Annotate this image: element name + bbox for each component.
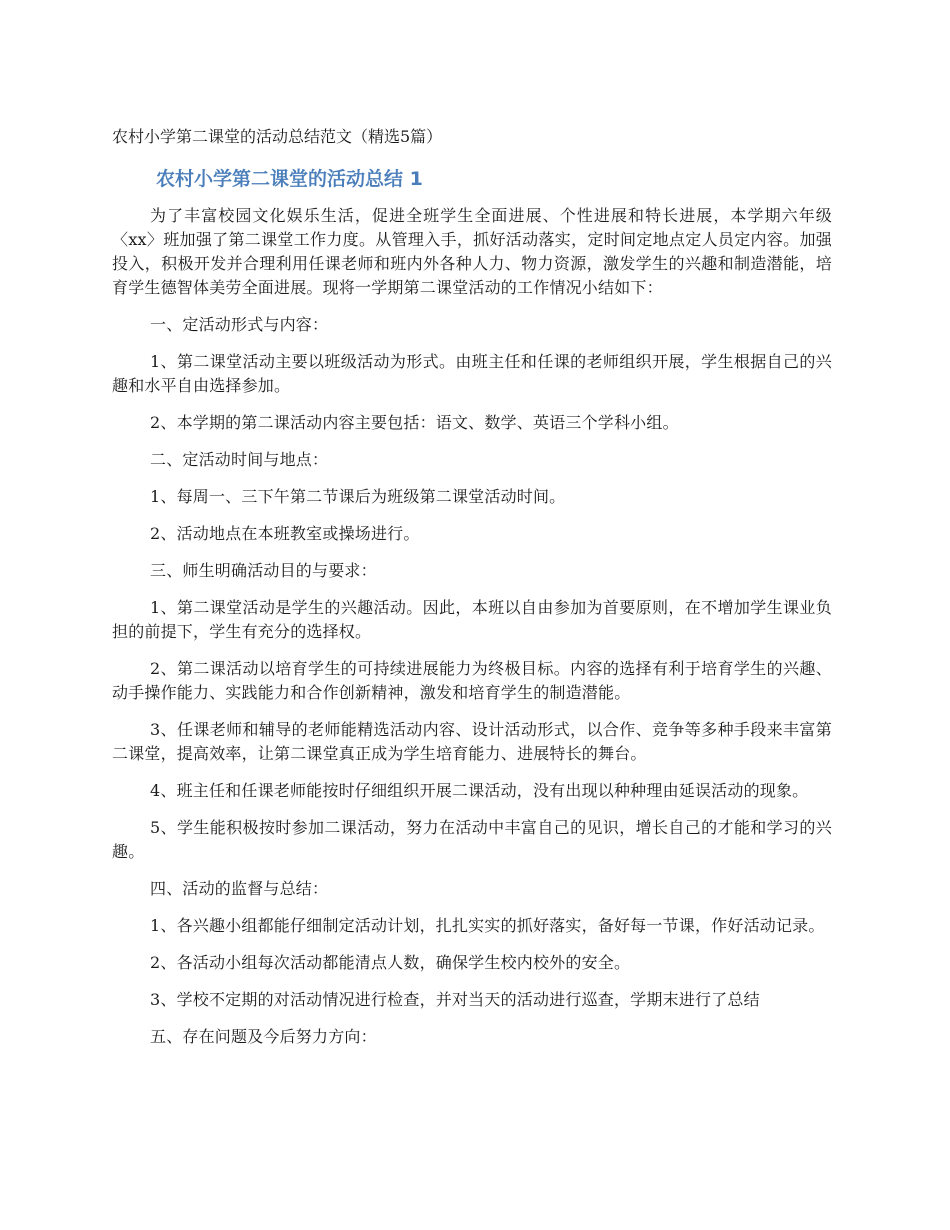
- paragraph-item: 1、第二课堂活动是学生的兴趣活动。因此，本班以自由参加为首要原则，在不增加学生课业负担的前提下，学生有充分的选择权。: [112, 598, 832, 641]
- paragraph-section-1: 一、定活动形式与内容：: [150, 315, 329, 334]
- document-body: [112, 124, 832, 1062]
- paragraph-item: 5、学生能积极按时参加二课活动，努力在活动中丰富自己的见识，增长自己的才能和学习的兴趣。: [112, 818, 832, 861]
- paragraph-item: 3、学校不定期的对活动情况进行检查，并对当天的活动进行巡查，学期末进行了总结: [150, 990, 760, 1009]
- paragraph-item: 1、第二课堂活动主要以班级活动为形式。由班主任和任课的老师组织开展，学生根据自己的兴趣和水平自由选择参加。: [112, 352, 832, 395]
- document-title: 农村小学第二课堂的活动总结范文（精选5篇）: [112, 127, 443, 146]
- paragraph-section-5: 五、存在问题及今后努力方向：: [150, 1027, 377, 1046]
- paragraph-section-3: 三、师生明确活动目的与要求：: [150, 561, 377, 580]
- paragraph-item: 4、班主任和任课老师能按时仔细组织开展二课活动，没有出现以种种理由延误活动的现象。: [150, 781, 809, 800]
- paragraph-item: 1、每周一、三下午第二节课后为班级第二课堂活动时间。: [150, 487, 566, 506]
- paragraph-item: 3、任课老师和辅导的老师能精选活动内容、设计活动形式，以合作、竞争等多种手段来丰富第二课堂，提高效率，让第二课堂真正成为学生培育能力、进展特长的舞台。: [112, 720, 832, 763]
- paragraph-item: 2、各活动小组每次活动都能清点人数，确保学生校内校外的安全。: [150, 953, 631, 972]
- section-heading: 农村小学第二课堂的活动总结 1: [156, 168, 423, 190]
- paragraph-section-2: 二、定活动时间与地点：: [150, 450, 329, 469]
- paragraph-item: 2、本学期的第二课活动内容主要包括：语文、数学、英语三个学科小组。: [150, 413, 679, 432]
- paragraph-intro: 为了丰富校园文化娱乐生活，促进全班学生全面进展、个性进展和特长进展，本学期六年级〈xx〉班加强了第二课堂工作力度。从管理入手，抓好活动落实，定时间定地点定人员定内容。加强投入，积极开发并合理利用任课老师和班内外各种人力、物力资源，激发学生的兴趣和制造潜能，培育学生德智体美劳全面进展。现将一学期第二课堂活动的工作情况小结如下：: [112, 206, 832, 297]
- paragraph-section-4: 四、活动的监督与总结：: [150, 879, 329, 898]
- paragraph-item: 2、第二课活动以培育学生的可持续进展能力为终极目标。内容的选择有利于培育学生的兴趣、动手操作能力、实践能力和合作创新精神，激发和培育学生的制造潜能。: [112, 659, 832, 702]
- paragraph-item: 2、活动地点在本班教室或操场进行。: [150, 524, 420, 543]
- paragraph-item: 1、各兴趣小组都能仔细制定活动计划，扎扎实实的抓好落实，备好每一节课，作好活动记录。: [150, 916, 825, 935]
